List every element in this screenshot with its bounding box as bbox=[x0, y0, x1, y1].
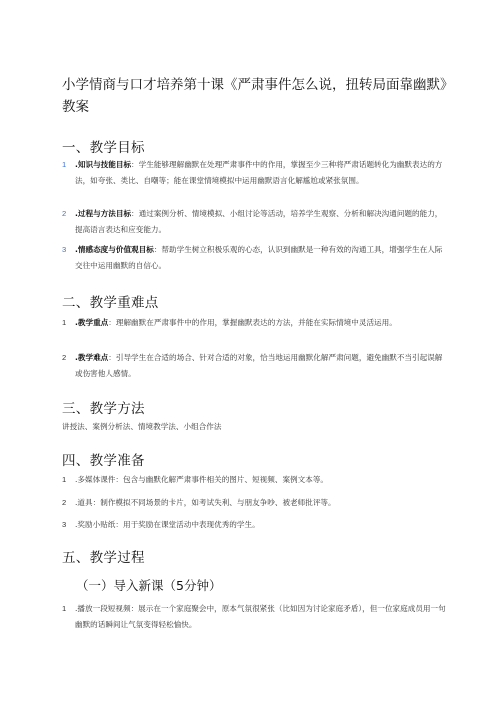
list-number: 1 bbox=[62, 318, 67, 327]
list-number: 1 bbox=[62, 604, 67, 613]
item-text: .道具：制作模拟不同场景的卡片，如考试失利、与朋友争吵、被老师批评等。 bbox=[75, 498, 336, 507]
list-number: 2 bbox=[62, 353, 67, 362]
list-item bbox=[62, 157, 447, 188]
section-heading-process: 五、教学过程 bbox=[62, 550, 145, 566]
section-heading-key-points: 二、教学重难点 bbox=[62, 295, 159, 311]
section-heading-preparation: 四、教学准备 bbox=[62, 453, 145, 469]
list-number: 1 bbox=[62, 475, 67, 484]
list-item bbox=[62, 601, 447, 632]
item-text: ：帮助学生树立积极乐观的心态，认识到幽默是一种有效的沟通工具，增强学生在人际交往中运用幽默的自信心。 bbox=[75, 245, 443, 270]
item-label: .教学难点 bbox=[75, 353, 109, 362]
item-text: ：引导学生在合适的场合、针对合适的对象，恰当地运用幽默化解严肃问题，避免幽默不当引起误解或伤害他人感情。 bbox=[75, 353, 443, 378]
item-text: .播放一段短视频：展示在一个家庭聚会中，原本气氛很紧张（比如因为讨论家庭矛盾），但一位家庭成员用一句幽默的话瞬间让气氛变得轻松愉快。 bbox=[75, 604, 446, 629]
item-text: .多媒体课件：包含与幽默化解严肃事件相关的图片、短视频、案例文本等。 bbox=[75, 475, 329, 484]
section-heading-methods: 三、教学方法 bbox=[62, 401, 145, 417]
item-text: ：理解幽默在严肃事件中的作用，掌握幽默表达的方法，并能在实际情境中灵活运用。 bbox=[108, 318, 397, 327]
list-item bbox=[62, 242, 447, 273]
methods-text: 讲授法、案例分析法、情境教学法、小组合作法 bbox=[62, 422, 222, 431]
item-label: .教学重点 bbox=[75, 318, 109, 327]
document-title: 小学情商与口才培养第十课《严肃事件怎么说，扭转局面靠幽默》教案 bbox=[62, 77, 447, 115]
item-label: .过程与方法目标 bbox=[75, 209, 132, 218]
item-text: ：通过案例分析、情境模拟、小组讨论等活动，培养学生观察、分析和解决沟通问题的能力，提高语言表达和应变能力。 bbox=[75, 209, 443, 234]
list-number: 3 bbox=[62, 245, 67, 254]
list-number: 2 bbox=[62, 209, 67, 218]
item-text: .奖励小贴纸：用于奖励在课堂活动中表现优秀的学生。 bbox=[75, 520, 260, 529]
list-number: 2 bbox=[62, 498, 67, 507]
list-item bbox=[62, 206, 447, 237]
list-item bbox=[62, 517, 447, 533]
item-label: .情感态度与价值观目标 bbox=[75, 245, 154, 254]
item-text: ：学生能够理解幽默在处理严肃事件中的作用，掌握至少三种将严肃话题转化为幽默表达的方法，如夸张、类比、自嘲等；能在课堂情境模拟中运用幽默语言化解尴尬或紧张氛围。 bbox=[75, 160, 443, 185]
list-item bbox=[62, 350, 447, 381]
subsection-heading-intro: （一）导入新课（5分钟） bbox=[76, 578, 222, 593]
list-item bbox=[62, 495, 447, 511]
list-item bbox=[62, 315, 447, 331]
section-heading-objectives: 一、教学目标 bbox=[62, 140, 145, 156]
list-number: 3 bbox=[62, 520, 67, 529]
list-number: 1 bbox=[62, 160, 67, 169]
item-label: .知识与技能目标 bbox=[75, 160, 132, 169]
list-item bbox=[62, 472, 447, 488]
